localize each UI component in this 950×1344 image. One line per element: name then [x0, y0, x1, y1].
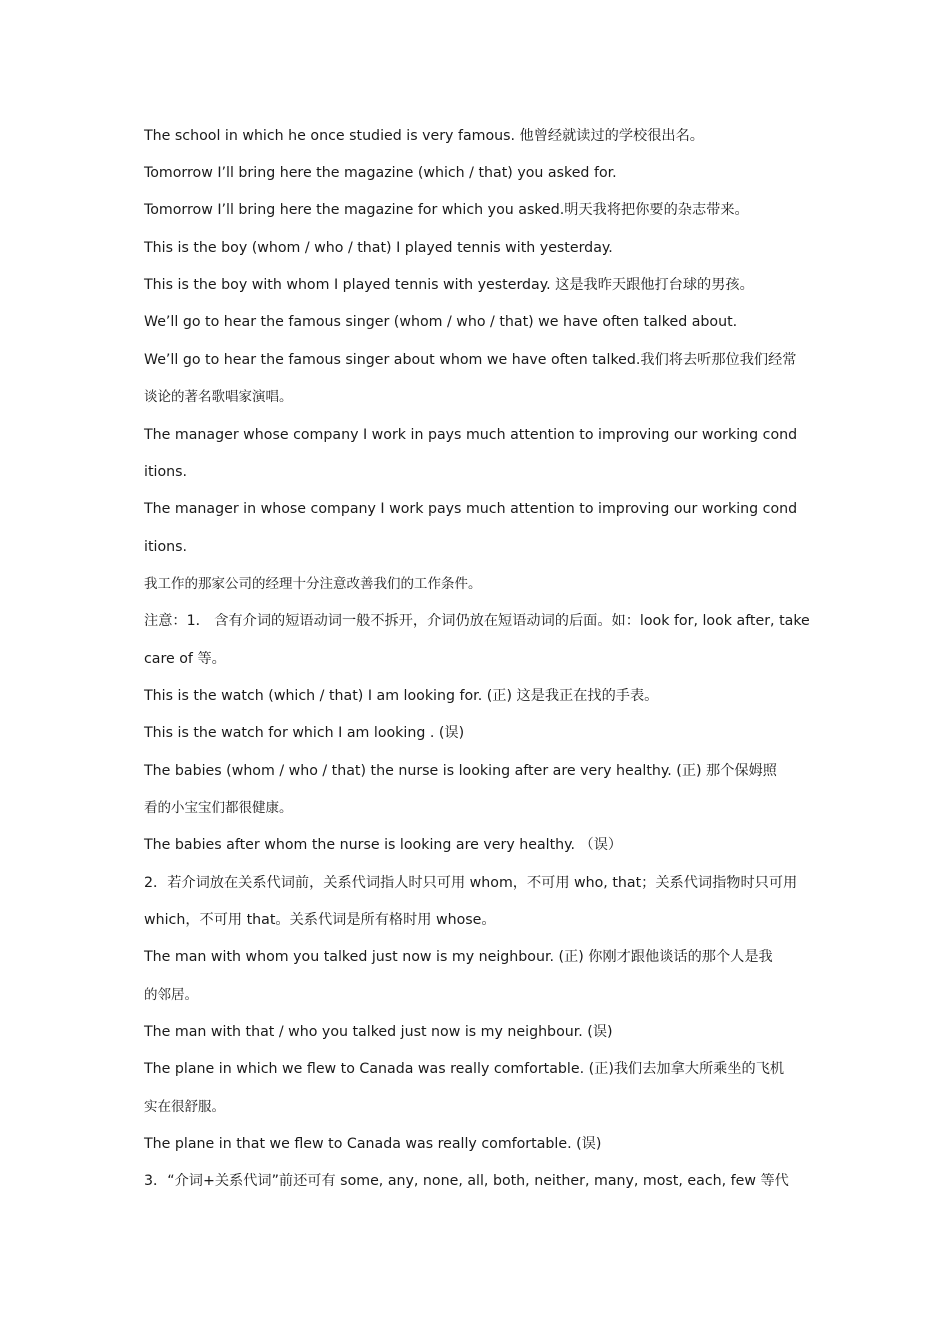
text-line: care of 等。 — [144, 651, 226, 667]
text-line: which，不可用 that。关系代词是所有格时用 whose。 — [144, 912, 496, 928]
text-line: This is the watch (which / that) I am looking for. (正) 这是我正在找的手表。 — [144, 688, 659, 704]
text-line: itions. — [144, 464, 188, 480]
text-line: The manager in whose company I work pays much attention to improving our working cond — [144, 501, 798, 517]
text-line: The babies after whom the nurse is looking are very healthy. （误） — [144, 837, 623, 853]
text-line: This is the boy with whom I played tennis with yesterday. 这是我昨天跟他打台球的男孩。 — [144, 277, 754, 293]
text-line: Tomorrow I’ll bring here the magazine (which / that) you asked for. — [144, 165, 617, 181]
text-line: This is the boy (whom / who / that) I played tennis with yesterday. — [144, 240, 613, 256]
text-line: We’ll go to hear the famous singer (whom / who / that) we have often talked about. — [144, 314, 738, 330]
text-line: This is the watch for which I am looking . (误) — [144, 725, 465, 741]
note-line: 3．“介词+关系代词”前还可有 some, any, none, all, both, neither, many, most, each, few 等代 — [144, 1173, 789, 1189]
text-line: The manager whose company I work in pays much attention to improving our working cond — [144, 427, 798, 443]
text-line: 谈论的著名歌唱家演唱。 — [144, 389, 293, 405]
text-line: 我工作的那家公司的经理十分注意改善我们的工作条件。 — [144, 576, 482, 592]
note-line: 2．若介词放在关系代词前，关系代词指人时只可用 whom，不可用 who, that；关系代词指物时只可用 — [144, 875, 798, 891]
text-line: The school in which he once studied is very famous. 他曾经就读过的学校很出名。 — [144, 128, 704, 144]
text-line: We’ll go to hear the famous singer about whom we have often talked.我们将去听那位我们经常 — [144, 352, 797, 368]
text-line: 的邻居。 — [144, 987, 198, 1003]
text-line: 实在很舒服。 — [144, 1099, 225, 1115]
note-line: 注意：1． 含有介词的短语动词一般不拆开，介词仍放在短语动词的后面。如：look for, look after, take — [144, 613, 810, 629]
text-line: The man with that / who you talked just now is my neighbour. (误) — [144, 1024, 613, 1040]
text-line: itions. — [144, 539, 188, 555]
text-line: 看的小宝宝们都很健康。 — [144, 800, 293, 816]
text-line: Tomorrow I’ll bring here the magazine for which you asked.明天我将把你要的杂志带来。 — [144, 202, 749, 218]
text-line: The man with whom you talked just now is my neighbour. (正) 你刚才跟他谈话的那个人是我 — [144, 949, 773, 965]
text-line: The babies (whom / who / that) the nurse is looking after are very healthy. (正) 那个保姆照 — [144, 763, 777, 779]
text-line: The plane in which we flew to Canada was really comfortable. (正)我们去加拿大所乘坐的飞机 — [144, 1061, 785, 1077]
text-line: The plane in that we flew to Canada was really comfortable. (误) — [144, 1136, 602, 1152]
